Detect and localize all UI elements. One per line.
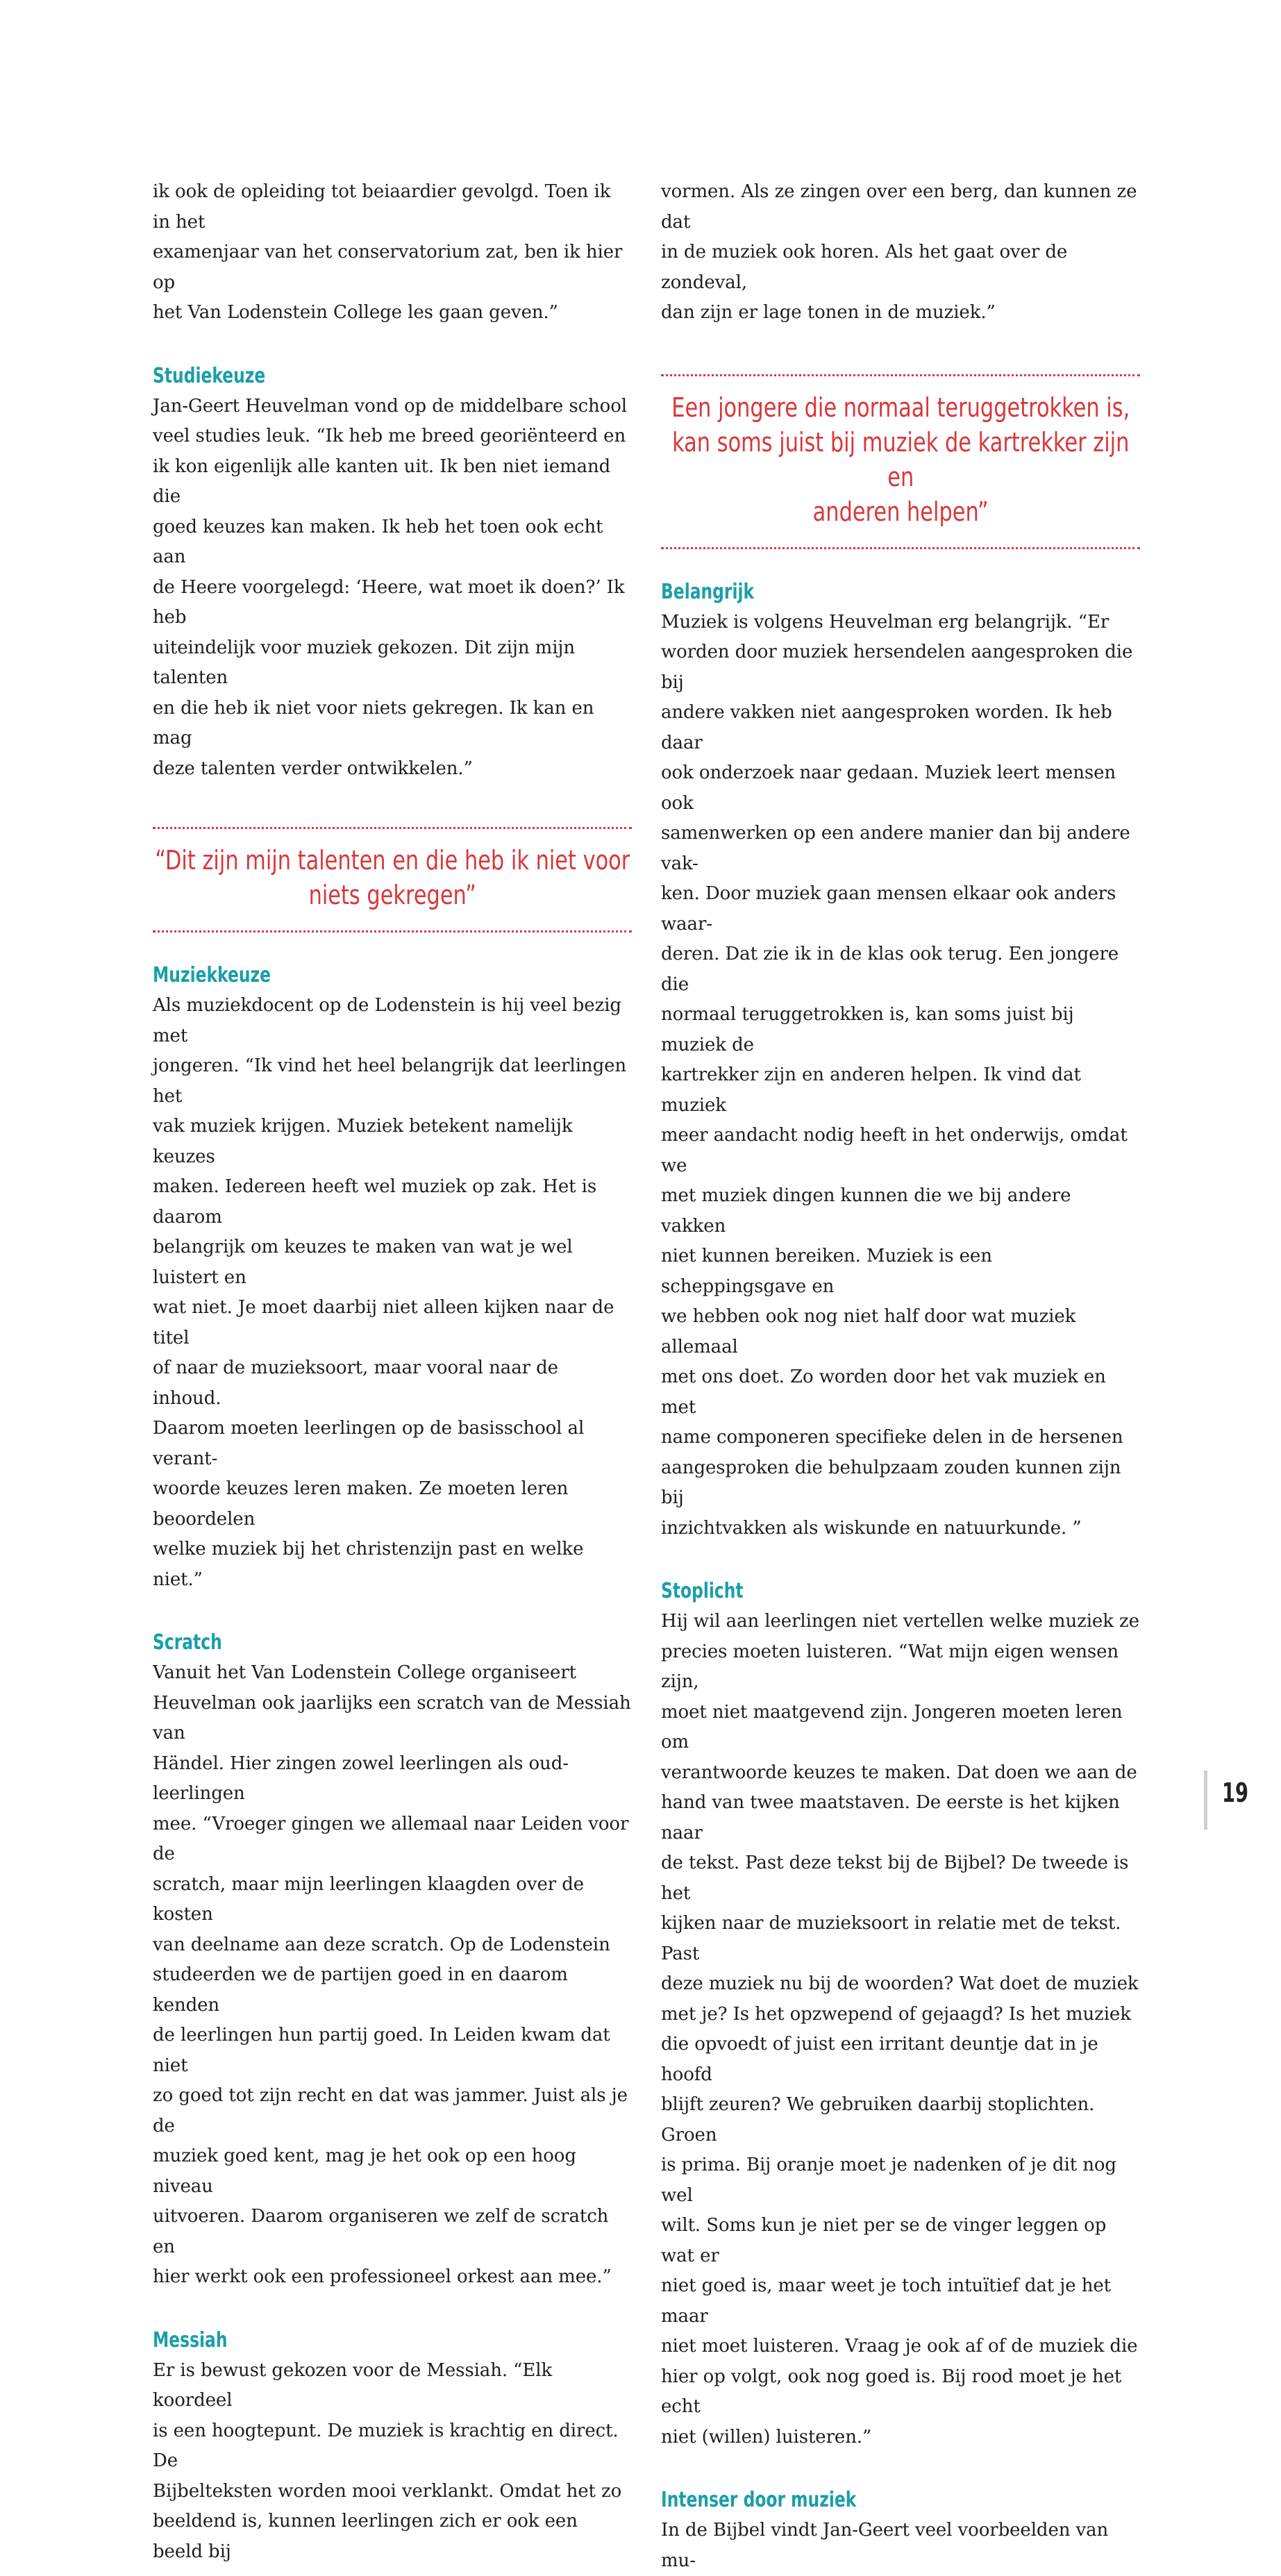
right-column: [661, 177, 1140, 2576]
pull-quote-right: [661, 374, 1140, 549]
paragraph-scratch: Vanuit het Van Lodenstein College organiseert Heuvelman ook jaarlijks een scratch van de Messiah van Händel. Hier zingen zowel leerlingen als oud-leerlingen mee. “Vroeger gingen we allemaal naar Leiden voor de scratch, maar mijn leerlingen klaagden over de kosten van deelname aan deze scratch. Op de Lodenstein studeerden we de partijen goed in en daarom kenden de leerlingen hun partij goed. In Leiden kwam dat niet zo goed tot zijn recht en dat was jammer. Juist als je de muziek goed kent, mag je het ook op een hoog niveau uitvoeren. Daarom organiseren we zelf de scratch en hier werkt ook een professioneel orkest aan mee.”: [153, 1662, 631, 2287]
page-number-rule: [1204, 1771, 1207, 1830]
heading-studiekeuze: Studiekeuze: [153, 363, 266, 388]
heading-stoplicht: Stoplicht: [661, 1579, 744, 1603]
heading-messiah: Messiah: [153, 2327, 228, 2352]
pull-quote-left: [153, 827, 632, 932]
page-number: 19: [1222, 1778, 1249, 1808]
left-column: [153, 177, 632, 2567]
heading-scratch: Scratch: [153, 1630, 222, 1655]
paragraph-muziekkeuze: Als muziekdocent op de Lodenstein is hij veel bezig met jongeren. “Ik vind het heel belangrijk dat leerlingen het vak muziek krijgen. Muziek betekent namelijk keuzes maken. Iedereen heeft wel muziek op zak. Het is daarom belangrijk om keuzes te maken van wat je wel luistert en wat niet. Je moet daarbij niet alleen kijken naar de titel of naar de muzieksoort, maar vooral naar de inhoud. Daarom moeten leerlingen op de basisschool al verant- woorde keuzes leren maken. Ze moeten leren beoordelen welke muziek bij het christenzijn past en welke niet.”: [153, 995, 627, 1590]
intro-paragraph-right: vormen. Als ze zingen over een berg, dan kunnen ze dat in de muziek ook horen. Als het gaat over de zondeval, dan zijn er lage tonen in de muziek.”: [661, 181, 1137, 323]
pull-quote-left-text: “Dit zijn mijn talenten en die heb ik niet voor niets gekregen”: [154, 845, 630, 910]
heading-belangrijk: Belangrijk: [661, 579, 755, 604]
paragraph-belangrijk: Muziek is volgens Heuvelman erg belangrijk. “Er worden door muziek hersendelen aangesproken die bij andere vakken niet aangesproken worden. Ik heb daar ook onderzoek naar gedaan. Muziek leert mensen ook samenwerken op een andere manier dan bij andere vak- ken. Door muziek gaan mensen elkaar ook anders waar- deren. Dat zie ik in de klas ook terug. Een jongere die normaal teruggetrokken is, kan soms juist bij muziek de kartrekker zijn en anderen helpen. Ik vind dat muziek meer aandacht nodig heeft in het onderwijs, omdat we met muziek dingen kunnen die we bij andere vakken niet kunnen bereiken. Muziek is een scheppingsgave en we hebben ook nog niet half door wat muziek allemaal met ons doet. Zo worden door het vak muziek en met name componeren specifieke delen in de hersenen aangesproken die behulpzaam zouden kunnen zijn bij inzichtvakken als wiskunde en natuurkunde. ”: [661, 611, 1133, 1539]
heading-intenser-door-muziek: Intenser door muziek: [661, 2488, 857, 2512]
heading-muziekkeuze: Muziekkeuze: [153, 963, 271, 987]
intro-paragraph-left: ik ook de opleiding tot beiaardier gevolgd. Toen ik in het examenjaar van het conservatorium zat, ben ik hier op het Van Lodenstein College les gaan geven.”: [153, 181, 623, 323]
paragraph-intenser-door-muziek: In de Bijbel vindt Jan-Geert veel voorbeelden van mu-: [661, 2520, 1109, 2571]
paragraph-stoplicht: Hij wil aan leerlingen niet vertellen welke muziek ze precies moeten luisteren. “Wat mijn eigen wensen zijn, moet niet maatgevend zijn. Jongeren moeten leren om verantwoorde keuzes te maken. Dat doen we aan de hand van twee maatstaven. De eerste is het kijken naar de tekst. Past deze tekst bij de Bijbel? De tweede is het kijken naar de muzieksoort in relatie met de tekst. Past deze muziek nu bij de woorden? Wat doet de muziek met je? Is het opzwepend of gejaagd? Is het muziek die opvoedt of juist een irritant deuntje dat in je hoofd blijft zeuren? We gebruiken daarbij stoplichten. Groen is prima. Bij oranje moet je nadenken of je dit nog wel wilt. Soms kun je niet per se de vinger leggen op wat er niet goed is, maar weet je toch intuïtief dat je het maar niet moet luisteren. Vraag je ook af of de muziek die hier op volgt, ook nog goed is. Bij rood moet je het echt niet (willen) luisteren.”: [661, 1611, 1139, 2448]
pull-quote-right-text: Een jongere die normaal teruggetrokken is, kan soms juist bij muziek de kartrekker zijn en anderen helpen”: [671, 392, 1130, 527]
paragraph-messiah: Er is bewust gekozen voor de Messiah. “Elk koordeel is een hoogtepunt. De muziek is krachtig en direct. De Bijbelteksten worden mooi verklankt. Omdat het zo beeldend is, kunnen leerlingen zich er ook een beeld bij: [153, 2359, 622, 2562]
paragraph-studiekeuze: Jan-Geert Heuvelman vond op de middelbare school veel studies leuk. “Ik heb me breed georiënteerd en ik kon eigenlijk alle kanten uit. Ik ben niet iemand die goed keuzes kan maken. Ik heb het toen ook echt aan de Heere voorgelegd: ‘Heere, wat moet ik doen?’ Ik heb uiteindelijk voor muziek gekozen. Dit zijn mijn talenten en die heb ik niet voor niets gekregen. Ik kan en mag deze talenten verder ontwikkelen.”: [153, 395, 628, 779]
